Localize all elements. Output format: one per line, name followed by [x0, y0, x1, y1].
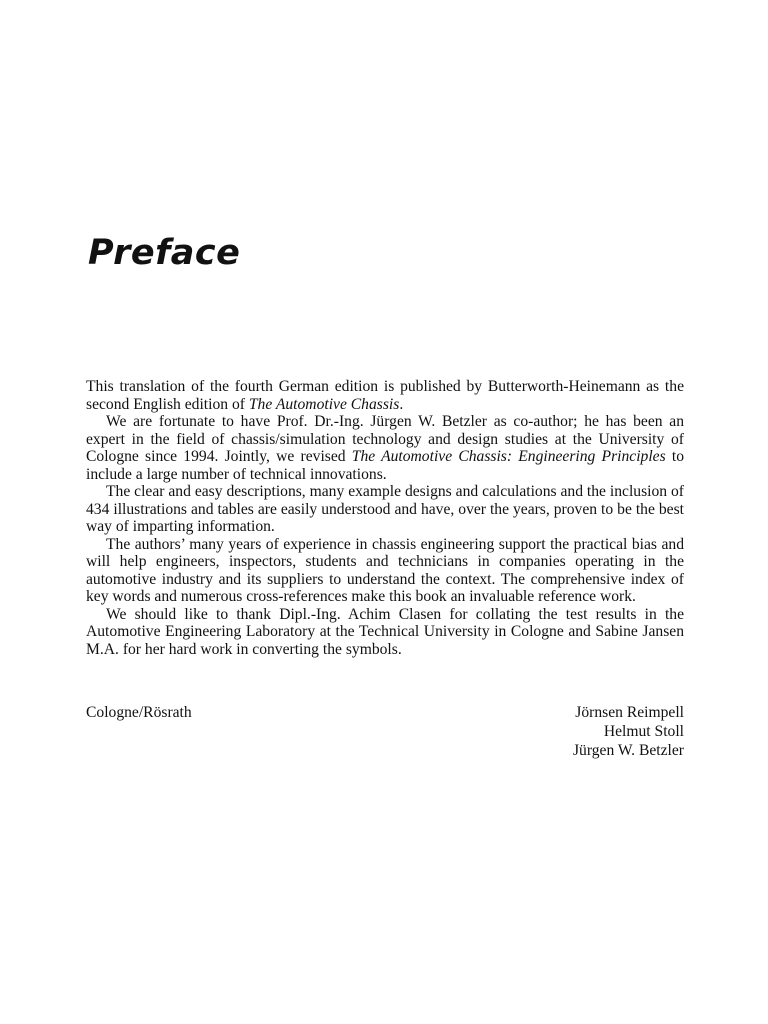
page-title: Preface [88, 233, 241, 273]
paragraph-1-text-a: This translation of the fourth German edition is published by Butterworth-Heinemann as the second English edition of [86, 378, 684, 413]
signoff-place: Cologne/Rösrath [86, 704, 192, 721]
author-name: Jürgen W. Betzler [572, 742, 684, 759]
paragraph-2-text-a: We are fortunate to have Prof. Dr.-Ing. Jürgen W. Betzler as co-author; he has been an expert in the field of chassis/simulation technology and design studies at the University of Cologne since 1994. Jointly, we revised [86, 413, 684, 465]
paragraph-2-text-b: to include a large number of technical innovations. [86, 448, 684, 483]
author-name: Jörnsen Reimpell [575, 704, 684, 721]
paragraph-5: We should like to thank Dipl.-Ing. Achim Clasen for collating the test results in the Automotive Engineering Laboratory at the Technical University in Cologne and Sabine Jansen M.A. for her hard work in converting the symbols. [86, 605, 684, 658]
paragraph-3: The clear and easy descriptions, many example designs and calculations and the inclusion of 434 illustrations and tables are easily understood and have, over the years, proven to be the best way of imparting information. [86, 483, 684, 535]
preface-body [86, 378, 684, 658]
paragraph-1-text-b: . [399, 395, 404, 413]
author-list [573, 703, 684, 760]
book-subtitle-italic: The Automotive Chassis: Engineering Principles [351, 448, 666, 465]
author-name: Helmut Stoll [603, 723, 684, 740]
book-title-italic: The Automotive Chassis [248, 395, 400, 413]
paragraph-4: The authors’ many years of experience in chassis engineering support the practical bias and will help engineers, inspectors, students and technicians in companies operating in the automotive industry and its suppliers to understand the context. The comprehensive index of key words and numerous cross-references make this book an invaluable reference work. [86, 535, 684, 605]
paragraph-2 [86, 413, 684, 483]
paragraph-1 [86, 378, 684, 413]
